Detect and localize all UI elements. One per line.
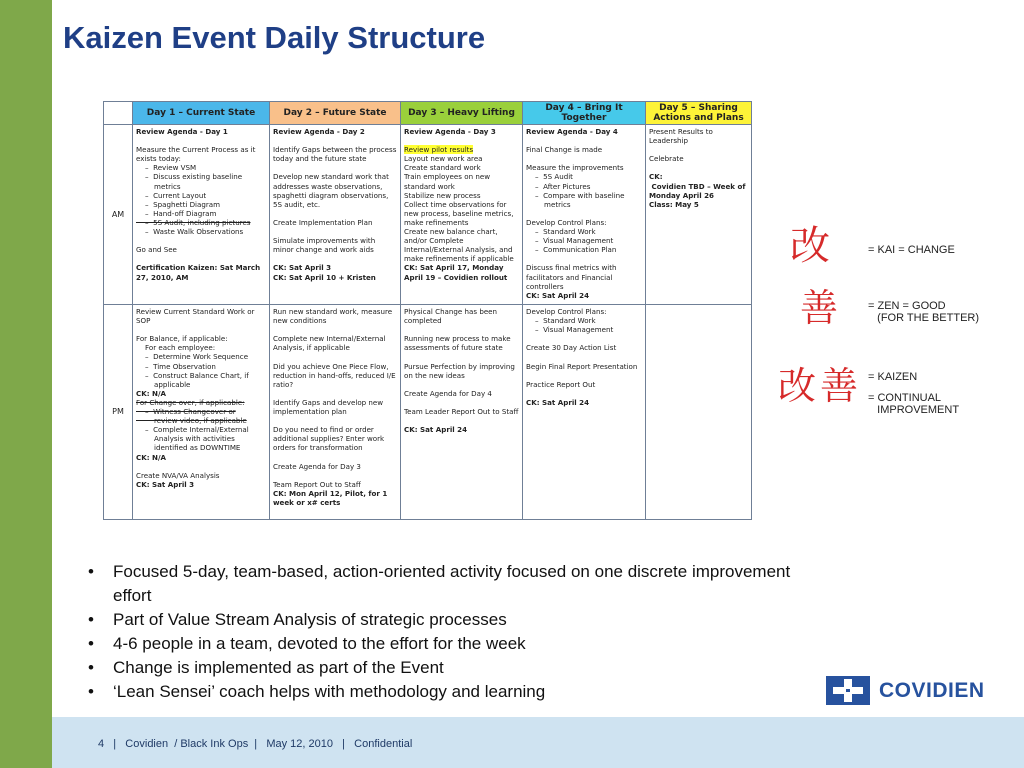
cell-line: CK: Sat April 3	[273, 263, 332, 273]
cell-line: Present Results to Leadership	[649, 127, 716, 146]
cell-line	[273, 453, 397, 462]
cell-line: For Change over, if applicable:	[136, 397, 245, 407]
cell-line: Team Leader Report Out to Staff	[404, 407, 519, 417]
cell-line	[273, 325, 397, 334]
header-cell-day1: Day 1 – Current State	[133, 102, 270, 125]
bullet-item: • ‘Lean Sensei’ coach helps with methodology and learning	[88, 680, 808, 704]
cell-line	[136, 236, 266, 245]
cell-line: Develop new standard work that addresses waste observations, spaghetti diagram observations, 5S audit, etc.	[273, 172, 392, 209]
cell-line: CK: Sat April 24	[526, 290, 590, 300]
cell-line: Review Agenda - Day 2	[273, 127, 365, 136]
cell-line: Covidien TBD – Week of Monday April 26	[649, 181, 748, 200]
cell-line: Complete new Internal/External Analysis, if applicable	[273, 334, 388, 353]
cell-line: – Review VSM	[136, 163, 197, 173]
cell-line: – Determine Work Sequence	[136, 352, 249, 362]
cell-line	[273, 352, 397, 361]
cell-line: Measure the Current Process as it exists today:	[136, 145, 258, 164]
cell-line: Identify Gaps between the process today and the future state	[273, 145, 399, 164]
cell-pm-day4	[523, 305, 646, 520]
row-label-pm: PM	[104, 305, 133, 520]
header-cell-day2: Day 2 – Future State	[270, 102, 401, 125]
cell-line: Review Current Standard Work or SOP	[136, 307, 257, 326]
kaizen-label: = KAIZEN	[868, 371, 918, 383]
cell-line: – Standard Work	[526, 316, 596, 326]
cell-line: – Communication Plan	[526, 245, 617, 255]
cell-line: Did you achieve One Piece Flow, reduction in hand-offs, reduced I/E ratio?	[273, 361, 398, 389]
cell-line: – Discuss existing baseline metrics	[145, 172, 243, 191]
cell-line: – Standard Work	[526, 227, 596, 237]
covidien-cross-icon	[826, 676, 870, 705]
cell-line	[526, 209, 642, 218]
cell-line: For Balance, if applicable:	[136, 334, 228, 344]
cell-line: Create Agenda for Day 3	[273, 461, 361, 471]
row-label-am: AM	[104, 125, 133, 305]
footer-text: 4 | Covidien / Black Ink Ops | May 12, 2010 | Confidential	[98, 738, 413, 750]
cell-line: – Complete Internal/External Analysis with activities identified as DOWNTIME	[145, 425, 249, 453]
cell-line: For each employee:	[136, 343, 216, 353]
cell-line: – Visual Management	[526, 236, 614, 246]
cell-line: – Time Observation	[136, 361, 216, 371]
cell-line: Create Implementation Plan	[273, 217, 373, 227]
cell-line: – Hand-off Diagram	[136, 208, 217, 218]
cell-line	[273, 227, 397, 236]
cell-line	[526, 389, 642, 398]
cell-line: Train employees on new standard work	[404, 172, 493, 191]
cell-line	[526, 136, 642, 145]
cell-line: Measure the improvements	[526, 163, 624, 173]
table-header-row	[104, 102, 752, 125]
kaizen-legend	[778, 225, 1008, 425]
key-points-list	[88, 560, 808, 704]
cell-line: Run new standard work, measure new conditions	[273, 307, 395, 326]
cell-line: CK: Sat April 17, Monday April 19 – Covidien rollout	[404, 263, 508, 282]
cell-line: CK:	[649, 172, 663, 182]
cell-line	[273, 471, 397, 480]
cell-line	[273, 389, 397, 398]
cell-line	[526, 334, 642, 343]
cell-line	[273, 254, 397, 263]
cell-line: CK: Sat April 24	[526, 397, 590, 407]
cell-line: – Compare with baseline metrics	[535, 190, 625, 209]
cell-line: Practice Report Out	[526, 379, 596, 389]
cell-line: CK: N/A	[136, 452, 167, 462]
kaizen-glyph-zen: 善	[820, 364, 859, 408]
cell-line: Develop Control Plans:	[526, 217, 607, 227]
zen-label: = ZEN = GOOD (FOR THE BETTER)	[868, 300, 980, 324]
cell-line: Review Agenda - Day 3	[404, 127, 496, 136]
cell-line: Final Change is made	[526, 145, 603, 155]
cell-line: Develop Control Plans:	[526, 307, 607, 316]
kaizen-schedule-table	[103, 101, 752, 520]
cell-line	[404, 325, 519, 334]
header-cell-day3: Day 3 – Heavy Lifting	[401, 102, 523, 125]
cell-line	[273, 163, 397, 172]
cell-line: – Construct Balance Chart, if applicable	[145, 370, 249, 389]
left-accent-bar	[0, 0, 52, 768]
cell-line	[136, 254, 266, 263]
cell-pm-day3	[401, 305, 523, 520]
cell-am-day5	[646, 125, 752, 305]
table-row-pm	[104, 305, 752, 520]
bullet-item: • Change is implemented as part of the Event	[88, 656, 808, 680]
kaizen-glyph-kai: 改	[778, 364, 817, 408]
bullet-item: • Part of Value Stream Analysis of strategic processes	[88, 608, 808, 632]
cell-line: – Spaghetti Diagram	[136, 199, 221, 209]
cell-line	[649, 145, 748, 154]
cell-line: Begin Final Report Presentation	[526, 361, 638, 371]
cell-line: CK: Sat April 3	[136, 479, 195, 489]
cell-line: Team Report Out to Staff	[273, 479, 361, 489]
cell-line: Physical Change has been completed	[404, 307, 500, 326]
cell-line: Create Agenda for Day 4	[404, 388, 492, 398]
cell-line: Simulate improvements with minor change and work aids	[273, 236, 378, 255]
table-row-am	[104, 125, 752, 305]
cell-line	[136, 325, 266, 334]
cell-line: – Visual Management	[526, 325, 614, 335]
cell-line	[526, 254, 642, 263]
cell-line: Running new process to make assessments of future state	[404, 334, 513, 353]
cell-line	[649, 163, 748, 172]
cell-am-day3	[401, 125, 523, 305]
cell-line	[273, 136, 397, 145]
cell-line	[526, 352, 642, 361]
cell-line: Discuss final metrics with facilitators and Financial controllers	[526, 263, 619, 291]
logo-wordmark: COVIDIEN	[879, 679, 985, 702]
cell-line: Layout new work area	[404, 154, 483, 164]
cell-line: Create standard work	[404, 163, 481, 173]
cell-line: Review pilot results	[404, 145, 474, 155]
cell-line: – Current Layout	[136, 190, 207, 200]
cell-line: – 5S Audit	[526, 172, 573, 182]
cell-line: CK: N/A	[136, 388, 167, 398]
cell-line	[404, 416, 519, 425]
cell-line	[136, 136, 266, 145]
cell-pm-day2	[270, 305, 401, 520]
header-cell-corner	[104, 102, 133, 125]
cell-line: – Witness Changeover or review video, if applicable	[145, 407, 247, 426]
cell-line	[404, 352, 519, 361]
cell-line: Pursue Perfection by improving on the new ideas	[404, 361, 518, 380]
cell-line: – 5S Audit, including pictures	[136, 217, 251, 227]
bullet-item: • 4-6 people in a team, devoted to the effort for the week	[88, 632, 808, 656]
cell-line: CK: Mon April 12, Pilot, for 1 week or x# certs	[273, 488, 390, 507]
zen-glyph: 善	[800, 286, 839, 330]
cell-am-day1	[133, 125, 270, 305]
kai-glyph: 改	[790, 223, 830, 269]
cell-line: Class: May 5	[649, 199, 699, 209]
cell-line	[526, 154, 642, 163]
cell-line: – Waste Walk Observations	[136, 227, 244, 237]
cell-line	[136, 462, 266, 471]
cell-pm-day5	[646, 305, 752, 520]
cell-line	[273, 209, 397, 218]
cell-line: Create 30 Day Action List	[526, 343, 617, 353]
continual-improvement-label: = CONTINUAL IMPROVEMENT	[868, 392, 960, 416]
cell-line	[404, 136, 519, 145]
header-cell-day4: Day 4 – Bring It Together	[523, 102, 646, 125]
cell-line: Create NVA/VA Analysis	[136, 470, 220, 480]
cell-line: – After Pictures	[526, 181, 591, 191]
cell-line	[526, 371, 642, 380]
cell-line: CK: Sat April 10 + Kristen	[273, 272, 376, 282]
cell-am-day2	[270, 125, 401, 305]
cell-pm-day1	[133, 305, 270, 520]
cell-line: Create new balance chart, and/or Complete Internal/External Analysis, and make refinements if applicable	[404, 227, 515, 264]
cell-line: Do you need to find or order additional supplies? Enter work orders for transformation	[273, 425, 387, 453]
bullet-item: • Focused 5-day, team-based, action-oriented activity focused on one discrete improvement effort	[88, 560, 808, 608]
cell-line: Celebrate	[649, 154, 684, 164]
cell-line: Certification Kaizen: Sat March 27, 2010, AM	[136, 263, 263, 282]
cell-am-day4	[523, 125, 646, 305]
cell-line: Stabilize new process	[404, 190, 481, 200]
cell-line	[273, 416, 397, 425]
cell-line: Collect time observations for new process, baseline metrics, make refinements	[404, 199, 516, 227]
slide-title: Kaizen Event Daily Structure	[63, 20, 486, 55]
cell-line: Review Agenda - Day 1	[136, 127, 228, 136]
cell-line	[404, 398, 519, 407]
cell-line	[404, 380, 519, 389]
cell-line: Review Agenda - Day 4	[526, 127, 618, 136]
cell-line: CK: Sat April 24	[404, 425, 468, 435]
kai-label: = KAI = CHANGE	[868, 244, 955, 256]
cell-line: Identify Gaps and develop new implementation plan	[273, 397, 386, 417]
cell-line: Go and See	[136, 245, 177, 255]
header-cell-day5: Day 5 – Sharing Actions and Plans	[646, 102, 752, 125]
